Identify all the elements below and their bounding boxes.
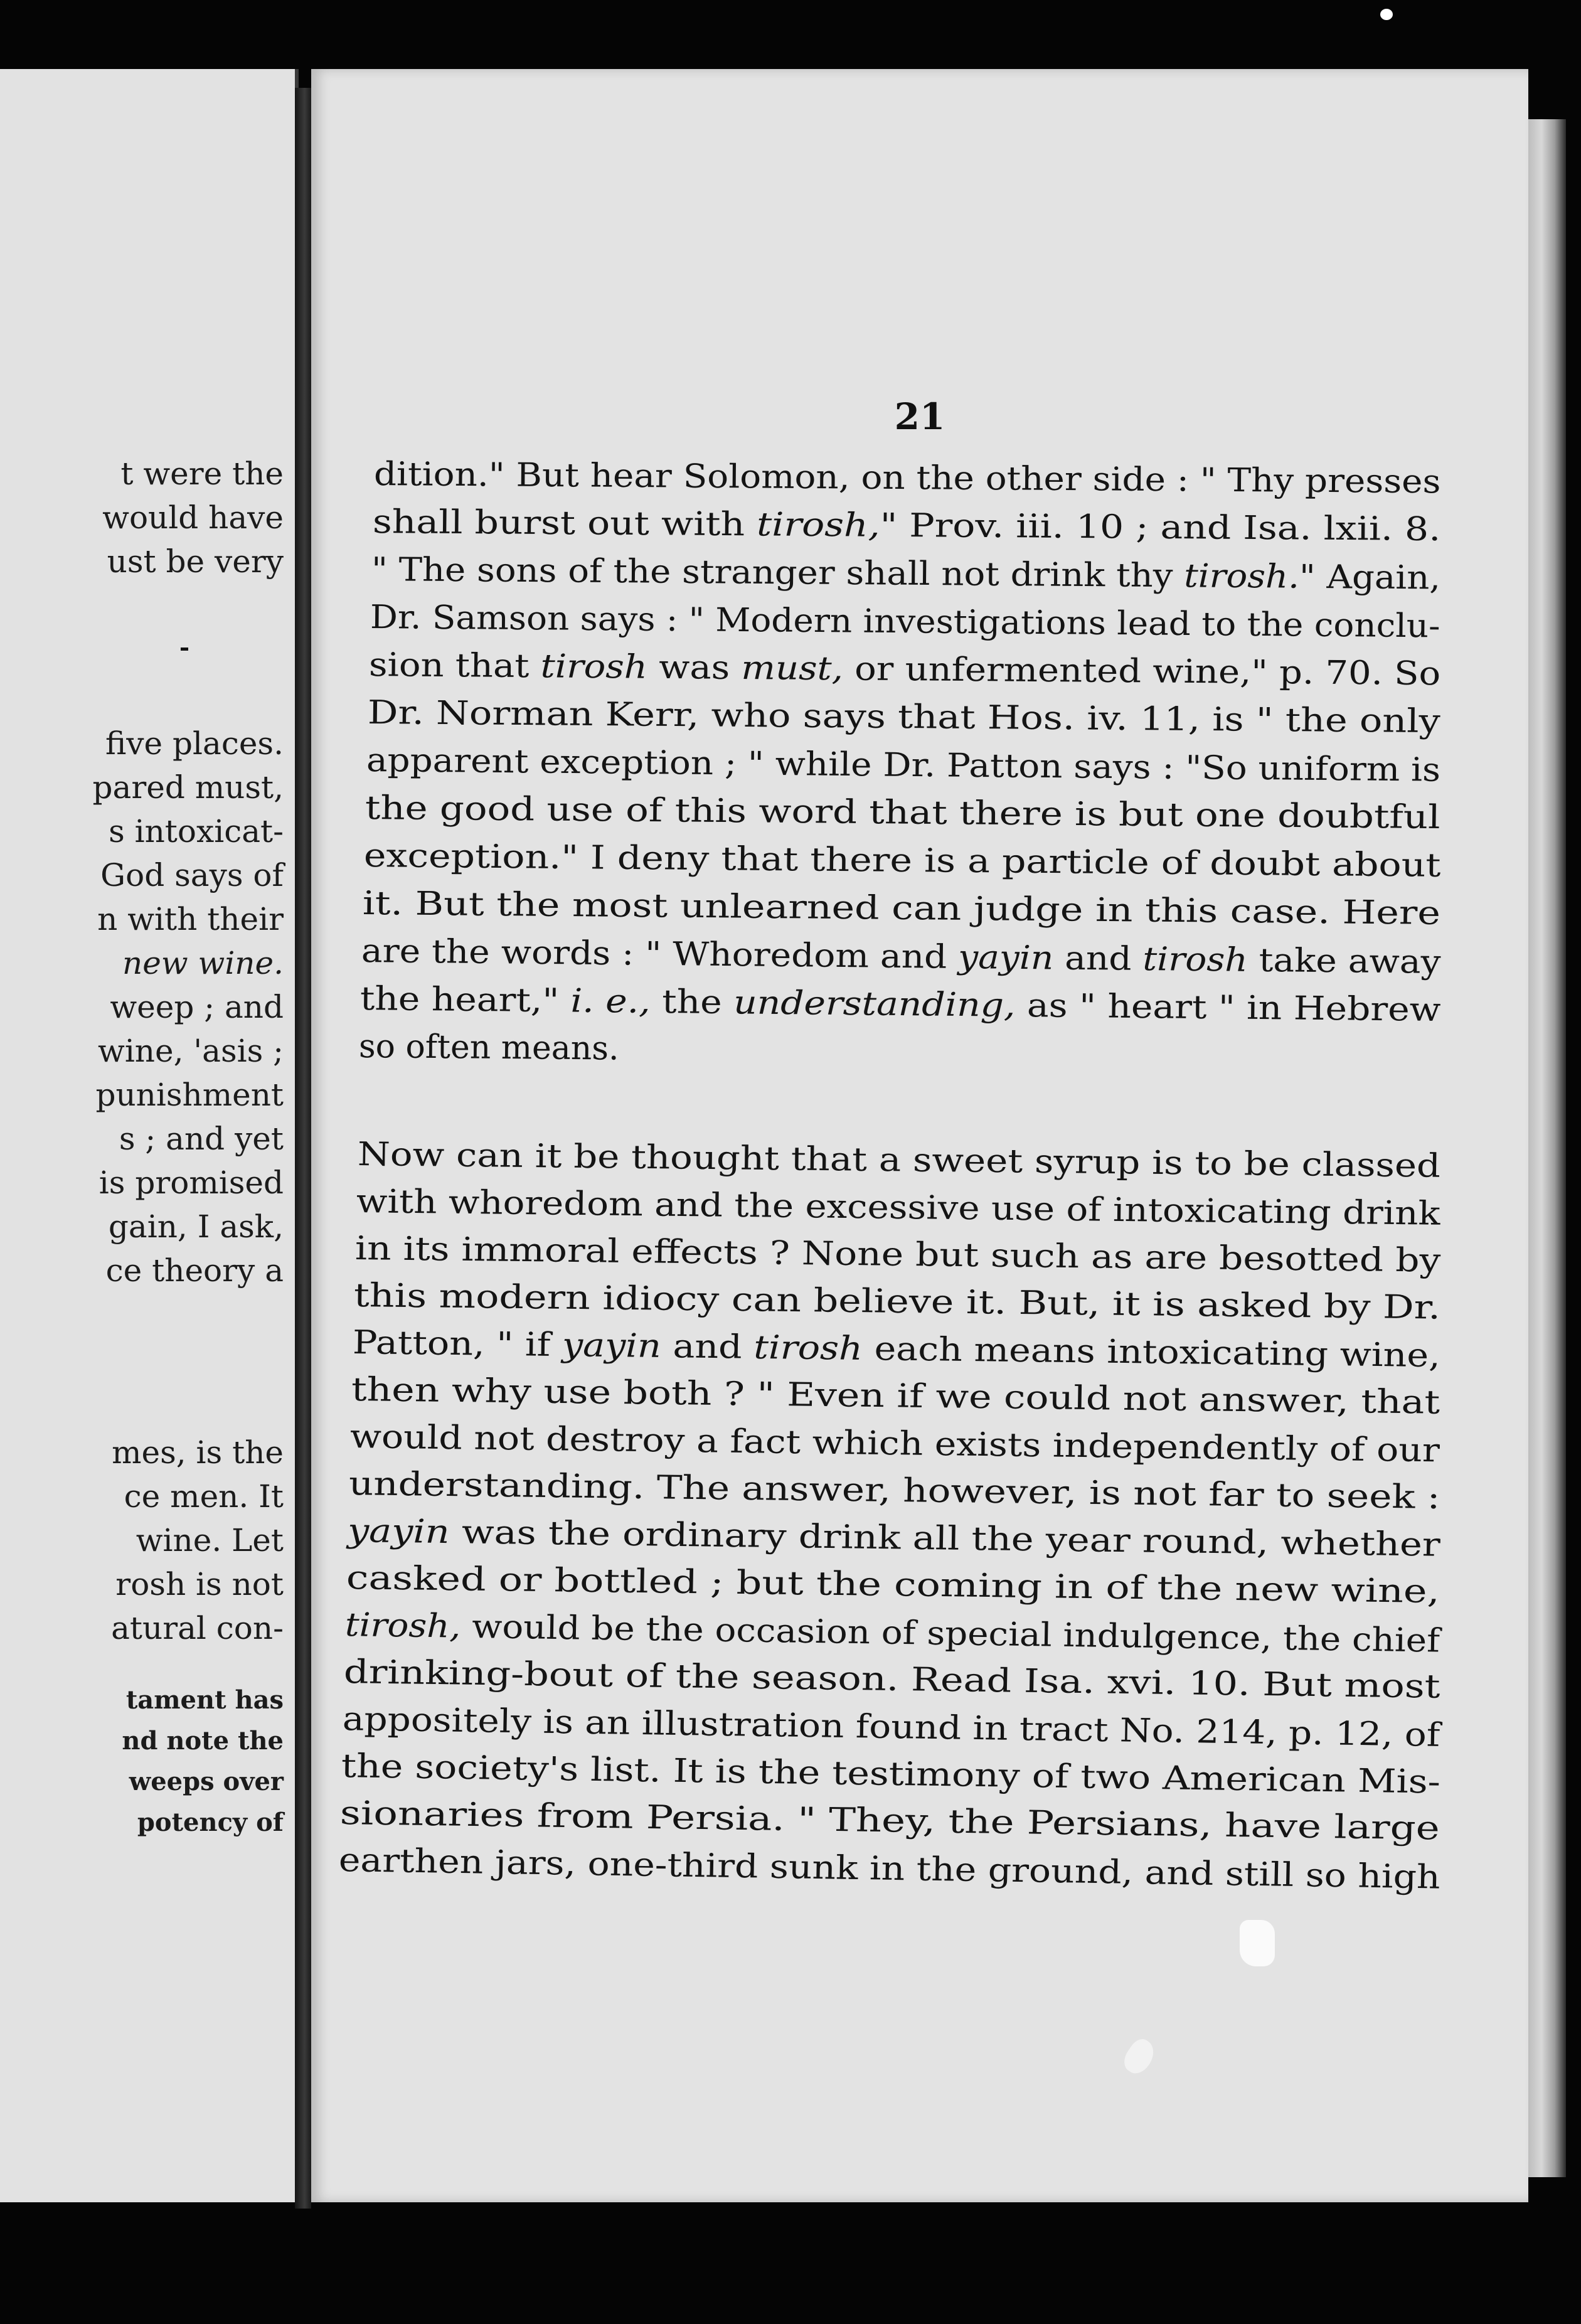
body-text-line: yayin was the ordinary drink all the year round, whether [347, 1512, 1441, 1564]
left-page-line: would have [102, 499, 284, 536]
body-text-line: sion that tirosh was must, or unfermented wine," p. 70. So [368, 646, 1441, 693]
left-page-line: rosh is not [115, 1566, 284, 1602]
body-text-line: exception." I deny that there is a particle of doubt about [363, 837, 1441, 885]
body-text-line: are the words : " Whoredom and yayin and tirosh take away [361, 932, 1441, 981]
left-page-line: wine, 'asis ; [98, 1033, 284, 1069]
body-text-line: in its immoral effects ? None but such as are besotted by [354, 1230, 1441, 1280]
left-page-line: ust be very [107, 543, 284, 580]
body-text-line: apparent exception ; " while Dr. Patton says : "So uniform is [366, 742, 1441, 789]
left-page-line: ce men. It [124, 1478, 284, 1515]
body-text-line: understanding. The answer, however, is not far to seek : [348, 1465, 1440, 1516]
body-text-line: the good use of this word that there is but one doubtful [365, 789, 1440, 837]
left-page-line: n with their [97, 901, 284, 937]
body-text-line: drinking-bout of the season. Read Isa. xvi. 10. But most [343, 1653, 1441, 1706]
left-page-line: s intoxicat- [109, 813, 284, 850]
left-page-line: punishment [95, 1077, 284, 1113]
body-text-line: " The sons of the stranger shall not drink thy tirosh." Again, [371, 551, 1441, 597]
scan-speck [1380, 9, 1393, 20]
page-number: 21 [894, 395, 945, 438]
left-page-line: t were the [120, 456, 284, 492]
body-text-line: dition." But hear Solomon, on the other side : " Thy presses [373, 456, 1441, 501]
body-text-line: then why use both ? " Even if we could not answer, that [351, 1371, 1440, 1422]
body-text-line: casked or bottled ; but the coming in of the new wine, [346, 1559, 1440, 1611]
left-page-line: s ; and yet [119, 1121, 284, 1157]
page-stack-edge [1528, 119, 1566, 2177]
left-page-line: nd note the [122, 1726, 284, 1756]
body-text-line: would not destroy a fact which exists independently of our [349, 1418, 1440, 1470]
body-text-line: this modern idiocy can believe it. But, it is asked by Dr. [353, 1277, 1441, 1327]
body-text-line: it. But the most unlearned can judge in this case. Here [362, 885, 1441, 932]
body-text-line: Patton, " if yayin and tirosh each means intoxicating wine, [352, 1324, 1441, 1375]
left-page-line: tament has [125, 1685, 284, 1715]
left-page-line: gain, I ask, [108, 1208, 284, 1245]
body-text-line: tirosh, would be the occasion of special indulgence, the chief [344, 1606, 1440, 1660]
left-page-line: new wine. [122, 945, 284, 981]
body-text-line: Dr. Samson says : " Modern investigations lead to the conclu- [370, 599, 1440, 646]
left-page-line: God says of [100, 857, 284, 893]
paper-speck [1119, 2035, 1160, 2079]
right-page [311, 69, 1528, 2202]
left-page-line: is promised [98, 1165, 284, 1201]
body-text-line: sionaries from Persia. " They, the Persians, have large [339, 1794, 1440, 1848]
body-text-line: earthen jars, one-third sunk in the ground, and still so high [338, 1842, 1441, 1897]
left-page [0, 69, 299, 2202]
left-page-line: potency of [137, 1808, 284, 1837]
left-page-line: five places. [105, 725, 284, 762]
left-page-line: atural con- [111, 1610, 284, 1646]
body-text-line: Now can it be thought that a sweet syrup is to be classed [357, 1136, 1441, 1185]
body-text-line: with whoredom and the excessive use of intoxicating drink [356, 1183, 1440, 1233]
left-page-line: mes, is the [112, 1434, 284, 1471]
left-page-line: weep ; and [110, 989, 284, 1025]
body-text-line: shall burst out with tirosh," Prov. iii. 10 ; and Isa. lxii. 8. [372, 503, 1441, 549]
left-page-line: pared must, [92, 769, 284, 806]
left-page-line: weeps over [129, 1767, 284, 1796]
left-page-dash [181, 648, 188, 651]
body-text-line: the society's list. It is the testimony of two American Mis- [341, 1747, 1441, 1801]
book-gutter [295, 88, 311, 2209]
body-text-line: Dr. Norman Kerr, who says that Hos. iv. 11, is " the only [367, 694, 1441, 741]
paper-blot [1240, 1920, 1275, 1966]
left-page-line: wine. Let [136, 1522, 284, 1559]
body-text-line: the heart," i. e., the understanding, as " heart " in Hebrew [359, 980, 1441, 1029]
body-text-line: so often means. [358, 1028, 619, 1068]
left-page-line: ce theory a [105, 1252, 284, 1289]
body-text-line: appositely is an illustration found in tract No. 214, p. 12, of [342, 1700, 1440, 1754]
